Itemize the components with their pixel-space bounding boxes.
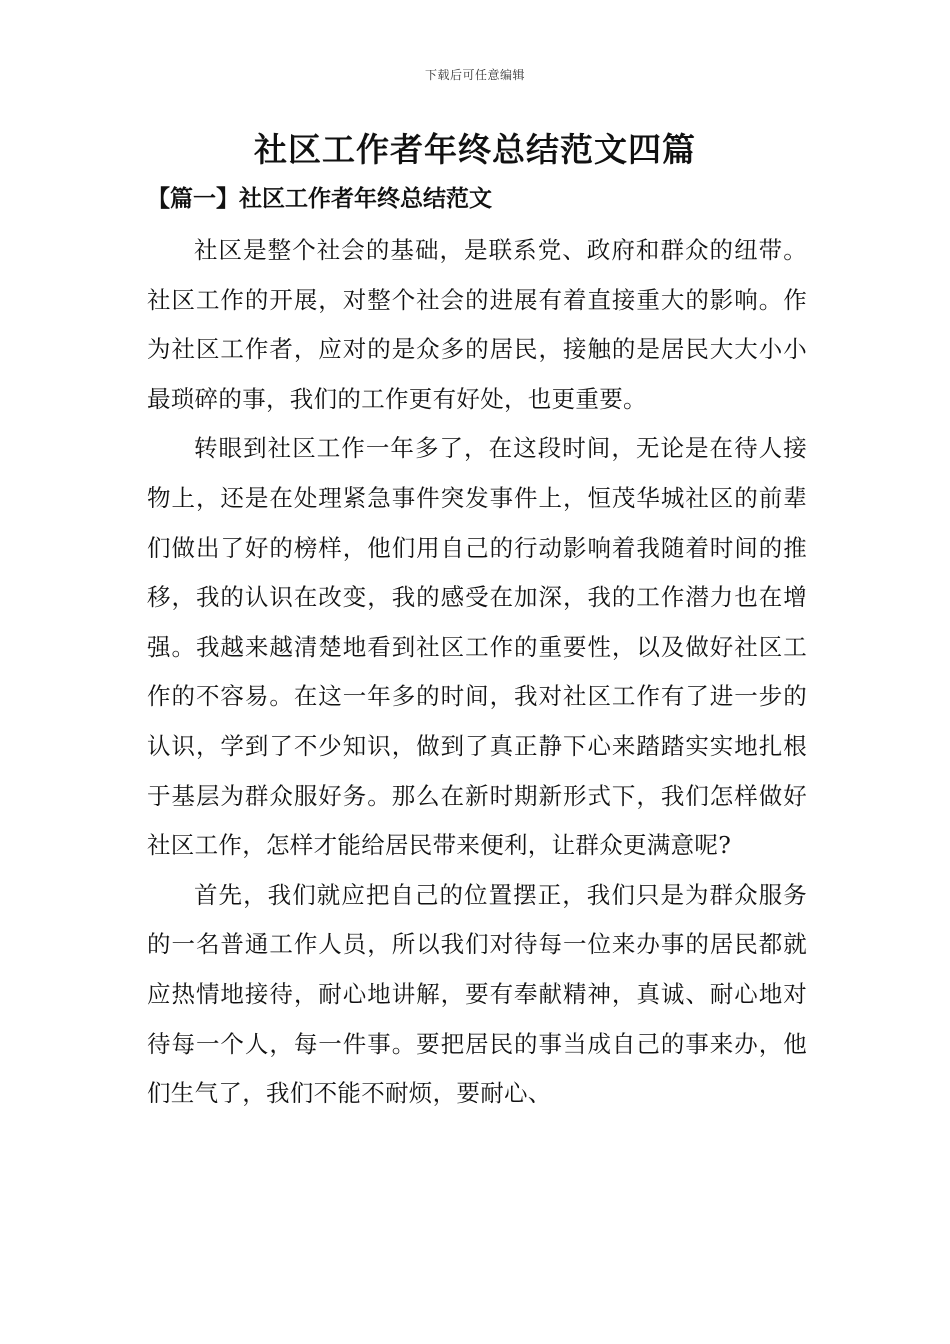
- section-heading: 【篇一】社区工作者年终总结范文: [147, 185, 492, 212]
- paragraph: 社区是整个社会的基础，是联系党、政府和群众的纽带。社区工作的开展，对整个社会的进展有着直接重大的影响。作为社区工作者，应对的是众多的居民，接触的是居民大大小小最琐碎的事，我们的工作更有好处，也更重要。: [147, 236, 807, 413]
- document-title: 社区工作者年终总结范文四篇: [254, 130, 696, 169]
- paragraph: 转眼到社区工作一年多了，在这段时间，无论是在待人接物上，还是在处理紧急事件突发事件上，恒茂华城社区的前辈们做出了好的榜样，他们用自己的行动影响着我随着时间的推移，我的认识在改变，我的感受在加深，我的工作潜力也在增强。我越来越清楚地看到社区工作的重要性，以及做好社区工作的不容易。在这一年多的时间，我对社区工作有了进一步的认识，学到了不少知识，做到了真正静下心来踏踏实实地扎根于基层为群众服好务。那么在新时期新形式下，我们怎样做好社区工作，怎样才能给居民带来便利，让群众更满意呢?: [147, 434, 807, 860]
- paragraph: 首先，我们就应把自己的位置摆正，我们只是为群众服务的一名普通工作人员，所以我们对待每一位来办事的居民都就应热情地接待，耐心地讲解，要有奉献精神，真诚、耐心地对待每一个人，每一件事。要把居民的事当成自己的事来办，他们生气了，我们不能不耐烦，要耐心、: [147, 880, 807, 1108]
- body-text: [147, 226, 807, 1119]
- header-note: 下载后可任意编辑: [424, 68, 525, 82]
